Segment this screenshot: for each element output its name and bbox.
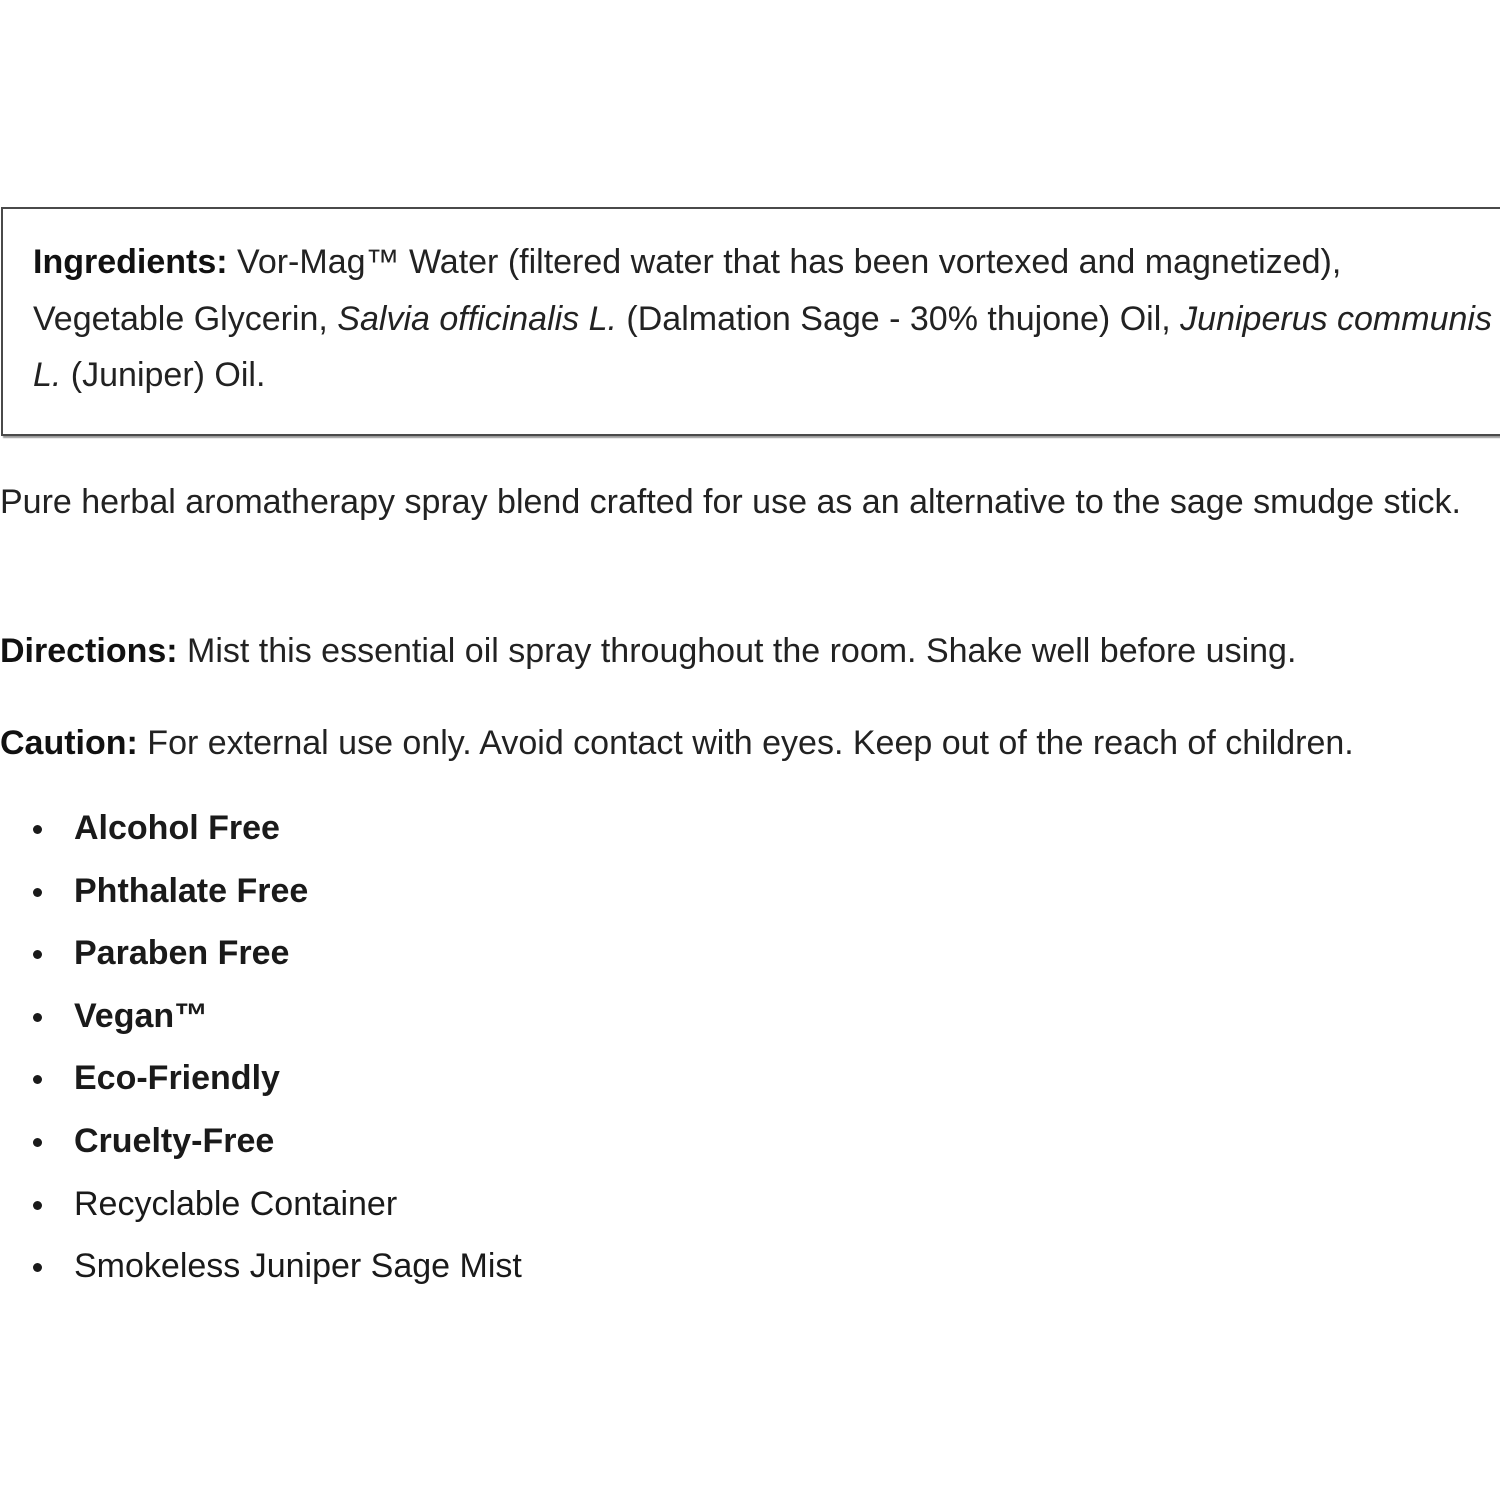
feature-item: Vegan™	[0, 985, 522, 1048]
directions-text: Mist this essential oil spray throughout the room. Shake well before using.	[177, 632, 1297, 670]
caution-label: Caution:	[0, 724, 138, 762]
ingredients-box	[1, 207, 1500, 436]
ingredients-latin-juniper: Juniperus communis L.	[33, 299, 1492, 394]
feature-item: Paraben Free	[0, 922, 522, 985]
ingredients-text-2: (Dalmation Sage - 30% thujone) Oil,	[616, 299, 1181, 338]
feature-item: Recyclable Container	[0, 1173, 522, 1236]
feature-item: Phthalate Free	[0, 860, 522, 923]
ingredients-text-1: Vor-Mag™ Water (filtered water that has been vortexed and magnetized), Vegetable Glycerin,	[33, 243, 1342, 338]
directions-label: Directions:	[0, 632, 178, 670]
directions-paragraph	[0, 623, 1470, 680]
feature-item: Cruelty-Free	[0, 1110, 522, 1173]
product-description: Pure herbal aromatherapy spray blend crafted for use as an alternative to the sage smudge stick.	[0, 483, 1461, 521]
caution-text: For external use only. Avoid contact with eyes. Keep out of the reach of children.	[137, 724, 1354, 762]
caution-paragraph	[0, 715, 1470, 772]
feature-item: Smokeless Juniper Sage Mist	[0, 1235, 522, 1298]
ingredients-label: Ingredients:	[33, 243, 228, 281]
feature-item: Eco-Friendly	[0, 1047, 522, 1110]
ingredients-text-3: (Juniper) Oil.	[61, 356, 266, 394]
ingredients-latin-sage: Salvia officinalis L.	[337, 299, 617, 338]
feature-item: Alcohol Free	[0, 797, 522, 860]
feature-list	[0, 797, 522, 1298]
